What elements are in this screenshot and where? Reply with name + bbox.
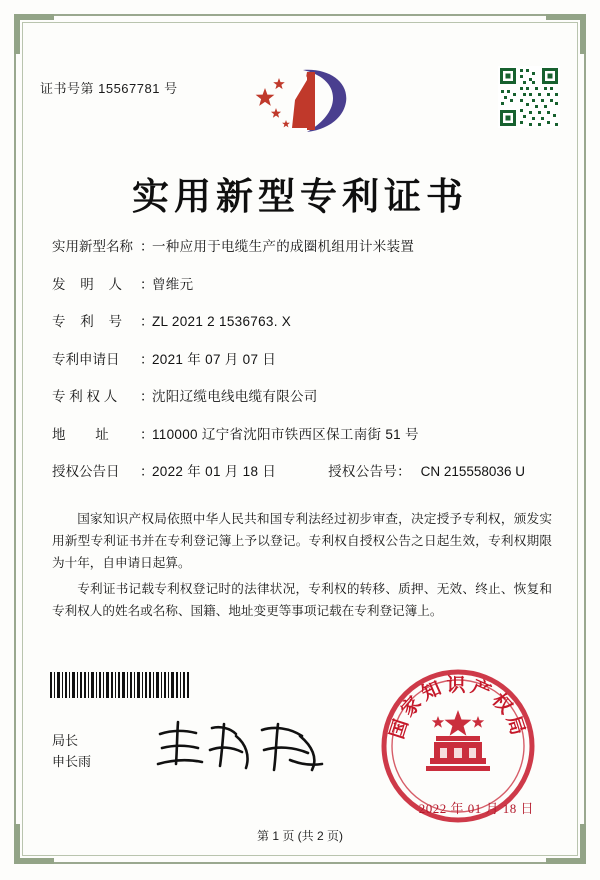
field-colon: ： bbox=[140, 464, 154, 479]
field-value-invention-name: 一种应用于电缆生产的成圈机组用计米装置 bbox=[152, 239, 415, 254]
field-value-application-date: 2021 年 07 月 07 日 bbox=[152, 351, 277, 367]
field-colon: ： bbox=[140, 426, 154, 442]
paragraph-1: 国家知识产权局依照中华人民共和国专利法经过初步审查，决定授予专利权，颁发实用新型专利证书并在专利登记簿上予以登记。专利权自授权公告之日起生效，专利权期限为十年，自申请日起算。 bbox=[52, 512, 552, 570]
page-footer: 第 1 页 (共 2 页) bbox=[256, 829, 343, 843]
field-label-invention-name: 实用新型名称 bbox=[52, 239, 133, 254]
handwritten-signature bbox=[150, 716, 340, 778]
field-label-patentee: 专 利 权 人 bbox=[52, 389, 118, 404]
field-label-grant-number: 授权公告号 bbox=[328, 464, 398, 479]
qr-code bbox=[498, 66, 560, 128]
field-colon: ： bbox=[397, 464, 411, 479]
field-row-application-date bbox=[52, 353, 560, 367]
field-list bbox=[52, 240, 560, 503]
field-row-grant-announcement bbox=[52, 465, 560, 479]
field-label-address: 地 址 bbox=[52, 426, 122, 442]
field-label-patent-number: 专 利 号 bbox=[52, 314, 128, 329]
certificate-number: 证书号第 15567781 号 bbox=[40, 81, 178, 96]
field-row-patent-number bbox=[52, 315, 560, 329]
field-row-inventor bbox=[52, 278, 560, 292]
seal-top-text: 国家知识产权局 bbox=[386, 674, 530, 742]
field-row-invention-name bbox=[52, 240, 560, 254]
field-label-grant-date: 授权公告日 bbox=[52, 464, 120, 479]
field-colon: ： bbox=[140, 314, 154, 329]
page-title: 实用新型专利证书 bbox=[132, 177, 468, 218]
field-colon: ： bbox=[140, 351, 154, 367]
certificate-content bbox=[40, 40, 560, 843]
field-label-inventor: 发 明 人 bbox=[52, 276, 128, 292]
field-value-inventor: 曾维元 bbox=[152, 276, 194, 292]
field-colon: ： bbox=[140, 389, 154, 404]
paragraph-2: 专利证书记载专利权登记时的法律状况，专利权的转移、质押、无效、终止、恢复和专利权人的姓名或名称、国籍、地址变更等事项记载在专利登记簿上。 bbox=[52, 582, 552, 618]
field-colon: ： bbox=[140, 239, 154, 254]
field-colon: ： bbox=[140, 276, 154, 292]
field-value-patent-number: ZL 2021 2 1536763. X bbox=[152, 314, 292, 329]
svg-text:国家知识产权局 bbox=[386, 673, 530, 742]
seal-date: 2022 年 01 月 18 日 bbox=[418, 801, 534, 816]
field-value-grant-date: 2022 年 01 月 18 日 bbox=[152, 464, 277, 479]
field-row-patentee bbox=[52, 390, 560, 404]
field-row-address bbox=[52, 428, 560, 442]
field-value-patentee: 沈阳辽缆电线电缆有限公司 bbox=[152, 389, 318, 404]
signature-title-label: 局长 bbox=[52, 733, 79, 748]
legal-text-block bbox=[52, 508, 552, 626]
barcode bbox=[50, 672, 190, 698]
cnipa-logo bbox=[245, 64, 355, 139]
signature-name-label: 申长雨 bbox=[52, 754, 92, 769]
field-value-address: 110000 辽宁省沈阳市铁西区保工南街 51 号 bbox=[152, 426, 419, 442]
field-value-grant-number: CN 215558036 U bbox=[420, 464, 525, 479]
signature-block bbox=[52, 730, 91, 772]
field-label-application-date: 专利申请日 bbox=[52, 351, 120, 367]
